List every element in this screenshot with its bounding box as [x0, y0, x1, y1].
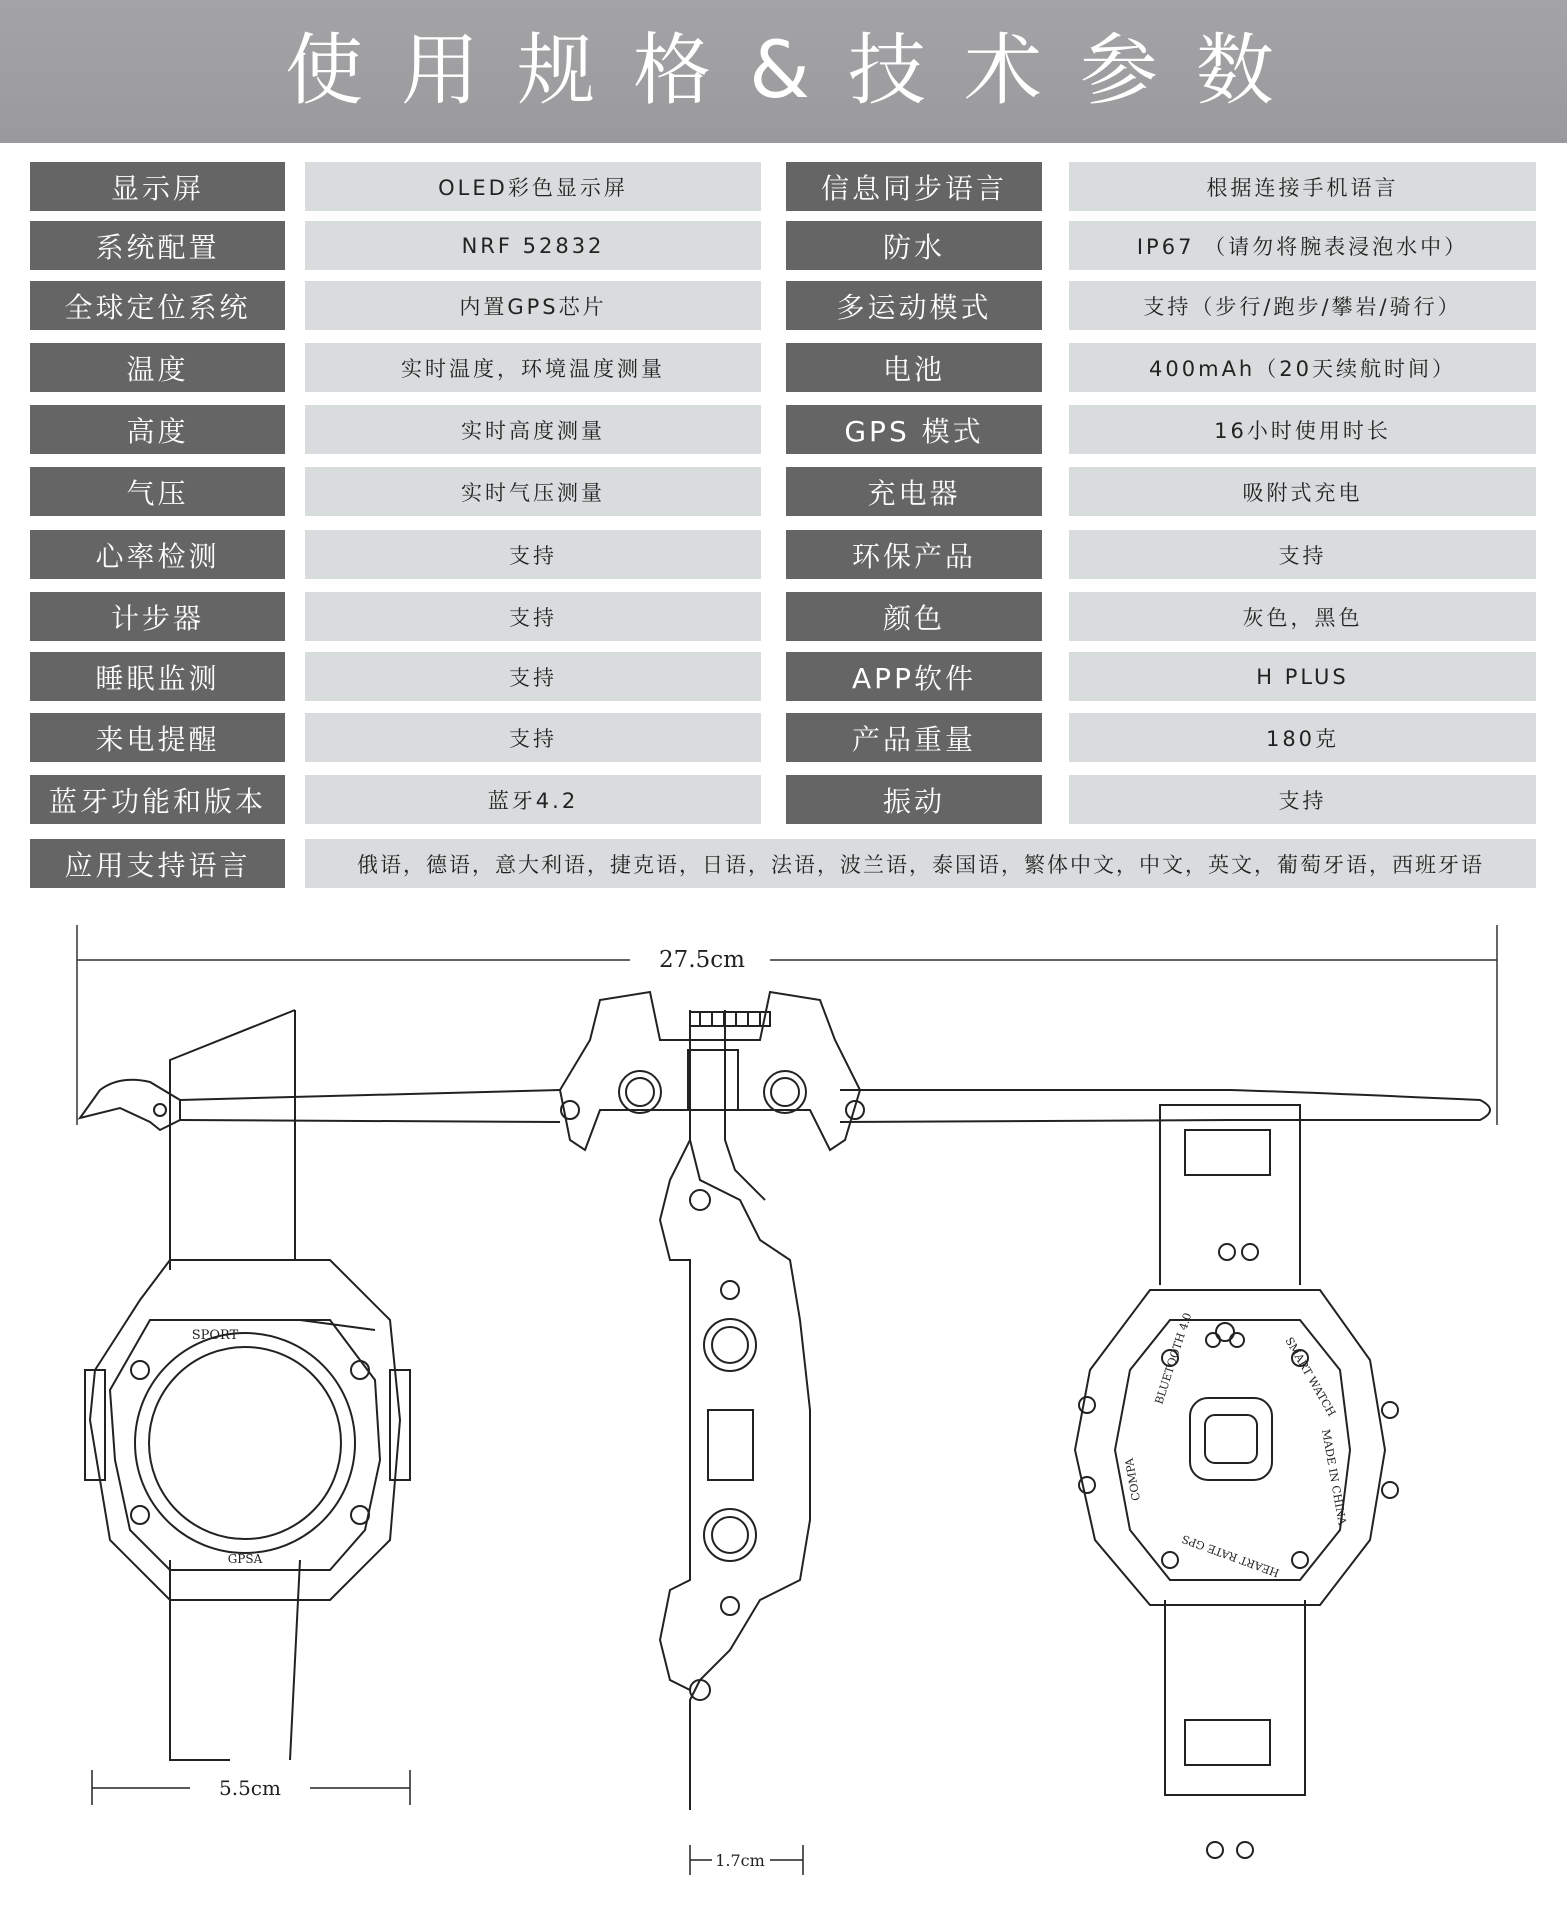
- spec-label: 信息同步语言: [786, 162, 1042, 211]
- spec-row: [0, 343, 1567, 392]
- spec-row: [0, 530, 1567, 579]
- page-title: 使用规格&技术参数: [285, 26, 1312, 116]
- spec-label: 充电器: [786, 467, 1042, 516]
- spec-row: [0, 281, 1567, 330]
- spec-value: 吸附式充电: [1069, 467, 1536, 516]
- spec-label: 多运动模式: [786, 281, 1042, 330]
- spec-value: NRF 52832: [305, 221, 761, 270]
- spec-label: 显示屏: [30, 162, 285, 211]
- back-compass-text: COMPA: [1122, 1457, 1143, 1502]
- spec-label: 振动: [786, 775, 1042, 824]
- spec-value: 支持: [305, 713, 761, 762]
- watch-back-drawing: [1075, 1105, 1398, 1858]
- spec-value: 蓝牙4.2: [305, 775, 761, 824]
- spec-value: 实时气压测量: [305, 467, 761, 516]
- spec-value: 内置GPS芯片: [305, 281, 761, 330]
- spec-row: [0, 775, 1567, 824]
- bezel-top-text: SPORT: [191, 1328, 239, 1343]
- spec-value: 支持: [305, 530, 761, 579]
- watch-front-drawing: [85, 1010, 410, 1805]
- spec-value: 实时高度测量: [305, 405, 761, 454]
- spec-value: 支持: [1069, 530, 1536, 579]
- spec-label: 环保产品: [786, 530, 1042, 579]
- spec-value: IP67 （请勿将腕表浸泡水中）: [1069, 221, 1536, 270]
- languages-row: [0, 839, 1567, 888]
- spec-row: [0, 405, 1567, 454]
- band-profile-drawing: [80, 992, 1490, 1150]
- spec-label: APP软件: [786, 652, 1042, 701]
- spec-value: 根据连接手机语言: [1069, 162, 1536, 211]
- spec-label: 蓝牙功能和版本: [30, 775, 285, 824]
- spec-label: 全球定位系统: [30, 281, 285, 330]
- length-dimension: [77, 925, 1497, 1125]
- spec-value: 180克: [1069, 713, 1536, 762]
- watch-side-drawing: [660, 1010, 810, 1875]
- spec-label: 电池: [786, 343, 1042, 392]
- spec-value: 实时温度，环境温度测量: [305, 343, 761, 392]
- spec-value: 灰色，黑色: [1069, 592, 1536, 641]
- spec-label: 来电提醒: [30, 713, 285, 762]
- spec-label: GPS 模式: [786, 405, 1042, 454]
- back-smart-watch-text: SMART WATCH: [1282, 1335, 1339, 1419]
- spec-row: [0, 221, 1567, 270]
- spec-label: 气压: [30, 467, 285, 516]
- back-made-in-text: MADE IN CHINA: [1319, 1428, 1349, 1527]
- spec-row: [0, 467, 1567, 516]
- spec-label: 系统配置: [30, 221, 285, 270]
- spec-label: 颜色: [786, 592, 1042, 641]
- back-bluetooth-text: BLUETOOTH 4.0: [1152, 1311, 1195, 1406]
- width-label: 5.5cm: [219, 1776, 281, 1800]
- spec-value: 支持: [1069, 775, 1536, 824]
- length-label: 27.5cm: [659, 947, 745, 973]
- product-drawings: [0, 900, 1567, 1920]
- spec-label: 温度: [30, 343, 285, 392]
- back-sensor-text: HEART RATE GPS: [1180, 1532, 1282, 1580]
- spec-row: [0, 162, 1567, 211]
- spec-label: 产品重量: [786, 713, 1042, 762]
- thickness-label: 1.7cm: [715, 1851, 765, 1870]
- spec-value: 支持（步行/跑步/攀岩/骑行）: [1069, 281, 1536, 330]
- spec-label: 心率检测: [30, 530, 285, 579]
- spec-value: OLED彩色显示屏: [305, 162, 761, 211]
- spec-value: 支持: [305, 652, 761, 701]
- title-banner: [0, 0, 1567, 143]
- spec-row: [0, 713, 1567, 762]
- spec-value: 400mAh（20天续航时间）: [1069, 343, 1536, 392]
- spec-label: 防水: [786, 221, 1042, 270]
- spec-label: 高度: [30, 405, 285, 454]
- spec-row: [0, 592, 1567, 641]
- languages-label: 应用支持语言: [30, 839, 285, 888]
- spec-label: 睡眠监测: [30, 652, 285, 701]
- spec-value: 支持: [305, 592, 761, 641]
- spec-value: H PLUS: [1069, 652, 1536, 701]
- spec-value: 16小时使用时长: [1069, 405, 1536, 454]
- languages-value: 俄语，德语，意大利语，捷克语，日语，法语，波兰语，泰国语，繁体中文，中文，英文，葡萄牙语，西班牙语: [305, 839, 1536, 888]
- spec-label: 计步器: [30, 592, 285, 641]
- spec-row: [0, 652, 1567, 701]
- bezel-bottom-text: GPSA: [227, 1552, 263, 1566]
